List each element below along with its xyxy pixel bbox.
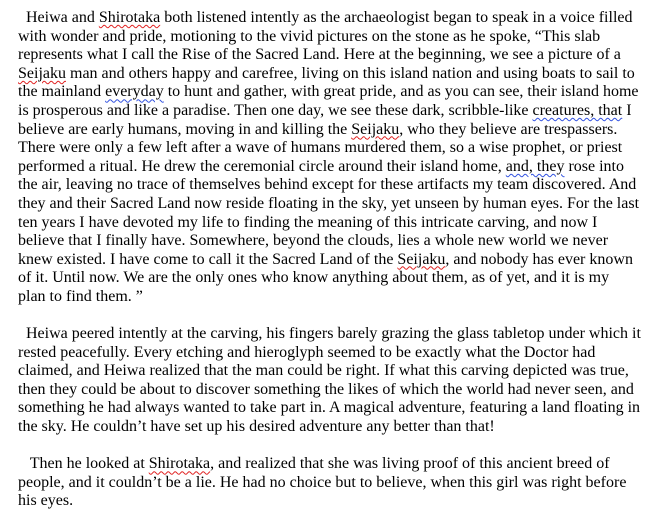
grammar-flag-phrase[interactable]: creatures, that — [532, 101, 623, 119]
text-line — [18, 362, 648, 381]
text-run: man and others happy and carefree, living on this island nation and using boats to sail to — [66, 64, 635, 82]
text-run: is prosperous and like a paradise. Then one day, we see these dark, scribble-like — [18, 101, 533, 119]
text-run: rested peacefully. Every etching and hieroglyph seemed to be exactly what the Doctor had — [18, 343, 596, 361]
text-run: , who they believe are trespassers. — [399, 120, 618, 138]
text-run: performed a ritual. He drew the ceremonial circle around their island home, — [18, 157, 506, 175]
text-run: Heiwa peered intently at the carving, his fingers barely grazing the glass tabletop under which it — [18, 325, 641, 343]
paragraph — [18, 325, 648, 437]
text-run: rose into — [564, 157, 624, 175]
text-run: ten years I have devoted my life to finding the meaning of this intricate carving, and now I — [18, 213, 598, 231]
text-run: then they could be about to discover something the likes of which the world had never seen, and — [18, 380, 634, 398]
text-line — [18, 102, 648, 121]
text-line — [18, 269, 648, 288]
text-line — [18, 9, 648, 28]
text-run: with wonder and pride, motioning to the vivid pictures on the stone as he spoke, “This slab — [18, 27, 601, 45]
text-line — [18, 344, 648, 363]
text-run: believe are early humans, moving in and killing the — [18, 120, 352, 138]
text-line — [18, 492, 648, 511]
grammar-flag-phrase[interactable]: and, they — [505, 157, 565, 175]
text-line — [18, 195, 648, 214]
text-line — [18, 121, 648, 140]
text-run: , and nobody has ever known — [445, 250, 633, 268]
text-line — [18, 158, 648, 177]
text-run: There were only a few left after a wave of humans murdered them, so a wise prophet, or priest — [18, 139, 623, 157]
text-run: , and realized that she was living proof of this ancient breed of — [210, 455, 610, 473]
spelling-error-word[interactable]: Shirotaka — [98, 9, 161, 26]
text-line — [18, 176, 648, 195]
text-run: I — [622, 101, 632, 119]
text-run: his eyes. — [18, 492, 74, 510]
text-run: Heiwa and — [18, 9, 99, 26]
text-run: knew existed. I have come to call it the Sacred Land of the — [18, 250, 398, 268]
text-run: the sky. He couldn’t have set up his desired adventure any better than that! — [18, 418, 495, 436]
spelling-error-word[interactable]: Seijaku — [397, 250, 446, 268]
text-line — [18, 474, 648, 493]
text-run: they and their Sacred Land now reside floating in the sky, yet unseen by human eyes. For the last — [18, 194, 640, 212]
text-run: plan to find them. ” — [18, 287, 143, 305]
spelling-error-word[interactable]: Seijaku — [18, 64, 66, 82]
text-run: represents what I call the Rise of the Sacred Land. Here at the beginning, we see a picture of a — [18, 46, 621, 64]
text-line — [18, 65, 648, 84]
text-line — [18, 28, 648, 47]
text-run: the air, leaving no trace of themselves behind except for these artifacts my team discovered. And — [18, 176, 637, 194]
spelling-error-word[interactable]: Seijaku — [351, 120, 400, 138]
text-run: believe that I finally have. Somewhere, beyond the clouds, lies a whole new world we never — [18, 232, 609, 250]
text-run: the mainland — [18, 83, 106, 101]
text-line — [18, 399, 648, 418]
text-run: of it. Until now. We are the only ones who know anything about them, as of yet, and it is my — [18, 269, 610, 287]
spelling-error-word[interactable]: Shirotaka — [148, 455, 211, 473]
text-line — [18, 46, 648, 65]
grammar-flag-phrase[interactable]: everyday — [105, 83, 164, 101]
text-run: something he had always wanted to take part in. A magical adventure, featuring a land floating in — [18, 399, 641, 417]
text-line — [18, 455, 648, 474]
text-line — [18, 288, 648, 307]
text-line — [18, 381, 648, 400]
text-line — [18, 232, 648, 251]
text-line — [18, 418, 648, 437]
text-run: claimed, and Heiwa realized that the man could be right. If what this carving depicted was true, — [18, 362, 629, 380]
paragraph — [18, 9, 648, 307]
paragraph — [18, 455, 648, 511]
text-line — [18, 83, 648, 102]
text-run: people, and it couldn’t be a lie. He had no choice but to believe, when this girl was right before — [18, 473, 627, 491]
text-run: Then he looked at — [18, 455, 149, 473]
text-line — [18, 214, 648, 233]
text-line — [18, 139, 648, 158]
text-run: to hunt and gather, with great pride, and as you can see, their island home — [163, 83, 639, 101]
text-line — [18, 325, 648, 344]
text-run: both listened intently as the archaeologist began to speak in a voice filled — [160, 9, 633, 26]
text-line — [18, 251, 648, 270]
